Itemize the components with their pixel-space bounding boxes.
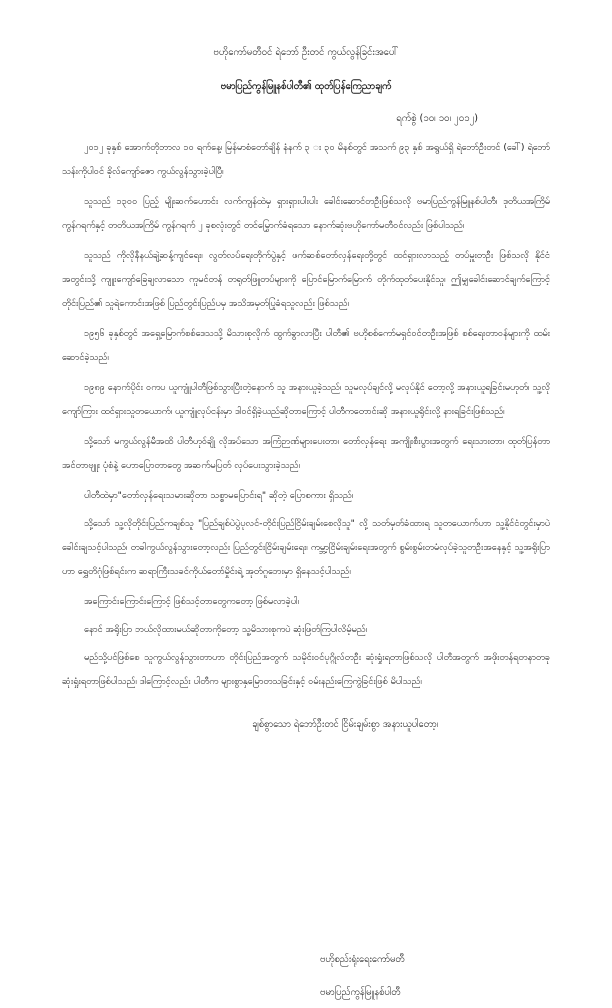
paragraph-8: သို့သော် သူ့လိုတိုင်းပြည်ကချစ်သူ "ပြည်ချစ်ပဲပွဲပုလင်-တိုင်းပြည်ငြိမ်းချမ်းစေလိုသူ" လို့ သတ်မှတ်ခံထားရ သူတယောက်ဟာ သူ့နိုင်ငံတွင်းမှာပဲ ခေါင်းချသင့်ပါသည်၊ တခါကွယ်လွန်သွားတော့လည်း ပြည်တွင်းငြိမ်းချမ်းရေး၊ ကမ္ဘာ့ငြိမ်းချမ်းရေးအတွက် စွမ်းစွမ်းတမံလုပ်ခဲ့သူတဦးအနေနှင့် သူ့အရိုးပြာဟာ ရွှေတိဂုံဖြစ်ရင်းက ဆရာကြီးသခင်ကိုယ်တော်မှိုင်းရဲ့ အုတ်ဂူဘေးမှာ ရှိနေသင့်ပါသည်၊ (62, 518, 550, 577)
paragraph-10: နောင် အရိုးပြာ ဘယ်လိုထားမယ်ဆိုတာကိုတော့ သူ့မိသားစုကပဲ ဆုံးဖြတ်ကြပါလိမ့်မည်၊ (84, 624, 368, 635)
paragraph-6: သို့သော် မကွယ်လွန်မီအထိ ပါတီဟုဝ်ချို လိုအပ်သော အကြံဉာဏ်များပေးတာ၊ တော်လှန်ရေး အကျိုးစီးပွားအတွက် ရေးသားတာ၊ ထုတ်ပြန်တာ အင်တာဗျူး ပုံစံနဲ့ ဟောပြောတာတွေ အဆက်မပြတ် လုပ်ပေးသွားခဲ့သည်၊ (62, 436, 550, 471)
paragraph-2: သူသည် ၁၃၀၀ ပြည့် မျိုးဆက်ဟောင်း လက်ကျန်ထဲမှ ရှားရှားပါးပါး ခေါင်းဆောင်တဦးဖြစ်သလို ဗမာပြည်ကွန်မြူနစ်ပါတီ၊ ဒုတိယအကြိမ် ကွန်ဂရက်နှင့် တတိယအကြိမ် ကွန်ဂရက် ၂ ခုစလုံးတွင် တင်မြှောက်ခံရသော နောက်ဆုံးဗဟိုကော်မတီဝင်လည်း ဖြစ်ပါသည်၊ (62, 196, 550, 231)
signature-committee: ဗဟိုစည်းရုံးရေးကော်မတီ (320, 954, 405, 965)
paragraph-3: သူသည် ကိုလိုနီနယ်ချဲ့ဆန့်ကျင်ရေး၊ လွတ်လပ်ရေးတိုက်ပွဲနှင့် ဖက်ဆစ်တော်လှန်ရေးတို့တွင် ထင်ရှားလာသည့် တပ်မှူးတဦး ဖြစ်သလို နိုင်ငံအတွင်းသို့ ကျူးကျော်ခြေချလာသော ကူမင်တန် တရုတ်ဖြူတပ်များကို ပြောင်မြောက်မြောက် တိုက်ထုတ်ပေးနိုင်သူ၊ ဤမျှခေါင်းဆောင်ချက်ကြောင့် တိုင်းပြည်၏ သူရဲကောင်းအဖြစ် ပြည်တွင်းပြည်ပမှ အသိအမှတ်ပြုခံရသူလည်း ဖြစ်သည်၊ (62, 250, 550, 309)
paragraph-5: ၁၉၈၉ နောက်ပိုင်း ဝကပ ယူကျူံပါတီဖြစ်သွားပြီးတဲ့နောက် သူ အနားယူခဲ့သည်၊ သူမလုပ်ချင်လို့ မလုပ်နိုင် တော့လို့ အနားယူရခြင်းမဟုတ်၊ သူ့လိုကျော်ကြား ထင်ရှားသူတယောက်၊ ယူကျူံလုပ်ငန်းမှာ ဒါဝင်ရှိခဲ့ယည်ဆိုတာကြောင့် ပါတီကတောင်းဆို အနားယူရိုင်းလို့ နားရခြင်းဖြစ်သည်၊ (62, 382, 550, 417)
paragraph-1: ၂၀၁၂ ခုနှစ် အောက်တိုဘာလ ၁၀ ရက်နေ့၊ မြန်မာစံတော်ချိန် နံနက် ၃ း ၃၀ မိနစ်တွင် အသက် ၉၃ နှစ် အရွယ်ရှိ ရဲဘော်ဦးတင် (ခေါ်) ရဲဘော်သန်းကိုပါဝင် ခိုလ်ကျော်ဇော ကွယ်လွန်သွားခဲ့ပါပြီ၊ (62, 142, 550, 177)
closing-line: ချစ်စွာသော ရဲဘော်ဦးတင် ငြိမ်းချမ်းစွာ အနားယူပါတော့၊ (252, 719, 439, 730)
signature-party: ဗမာပြည်ကွန်မြူနစ်ပါတီ (320, 987, 401, 998)
paragraph-7: ပါတီထဲမှာ"တော်လှန်ရေးသမားဆိုတာ သစ္စာမပြောင်းရ" ဆိုတဲ့ ပြောစကား ရှိသည်၊ (84, 490, 354, 501)
document-date: ရက်စွဲ (၁၀၊ ၁၀၊ ၂၀၁၂) (396, 113, 478, 124)
header-title: ဗဟိုကော်မတီဝင် ရဲဘော် ဦးတင် ကွယ်လွန်ခြင်းအပေါ် (213, 47, 399, 58)
header-subtitle: ဗမာပြည်ကွန်မြူနစ်ပါတီ၏ ထုတ်ပြန်ကြေညာချက် (220, 81, 392, 92)
paragraph-11: မည်သို့ပင်ဖြစ်စေ သူကွယ်လွန်သွားတာဟာ တိုင်းပြည်အတွက် သမိုင်းဝင်ပုဂ္ဂိုလ်တဦး ဆုံးရှုံးရတာဖြစ်သလို ပါတီအတွက် အဖိုးတန်ရတနာတခု ဆုံးရှုံးရတာဖြစ်ပါသည်၊ ဒါကြောင့်လည်း ပါတီက များစွာနှမြောတသခြင်းနှင့် ဝမ်းနည်းကြေကွဲခြင်းဖြစ် မိပါသည်၊ (62, 652, 550, 687)
paragraph-9: အကြောင်းကြောင်းကြောင့် ဖြစ်သင့်တာတွေကတော့ ဖြစ်မလာခဲ့ပါ၊ (84, 596, 300, 607)
paragraph-4: ၁၉၅၆ ခုနှစ်တွင် အရှေ့မြောက်စစ်ဒေသသို့ မိသားစုလိုက် ထွက်ခွာလာပြီး ပါတီ၏ ဗဟိုစစ်ကော်မရှင်ဝင်တဦးအဖြစ် စစ်ရေးတာဝန်များကို ထမ်းဆောင်ခဲ့သည်၊ (62, 328, 550, 363)
